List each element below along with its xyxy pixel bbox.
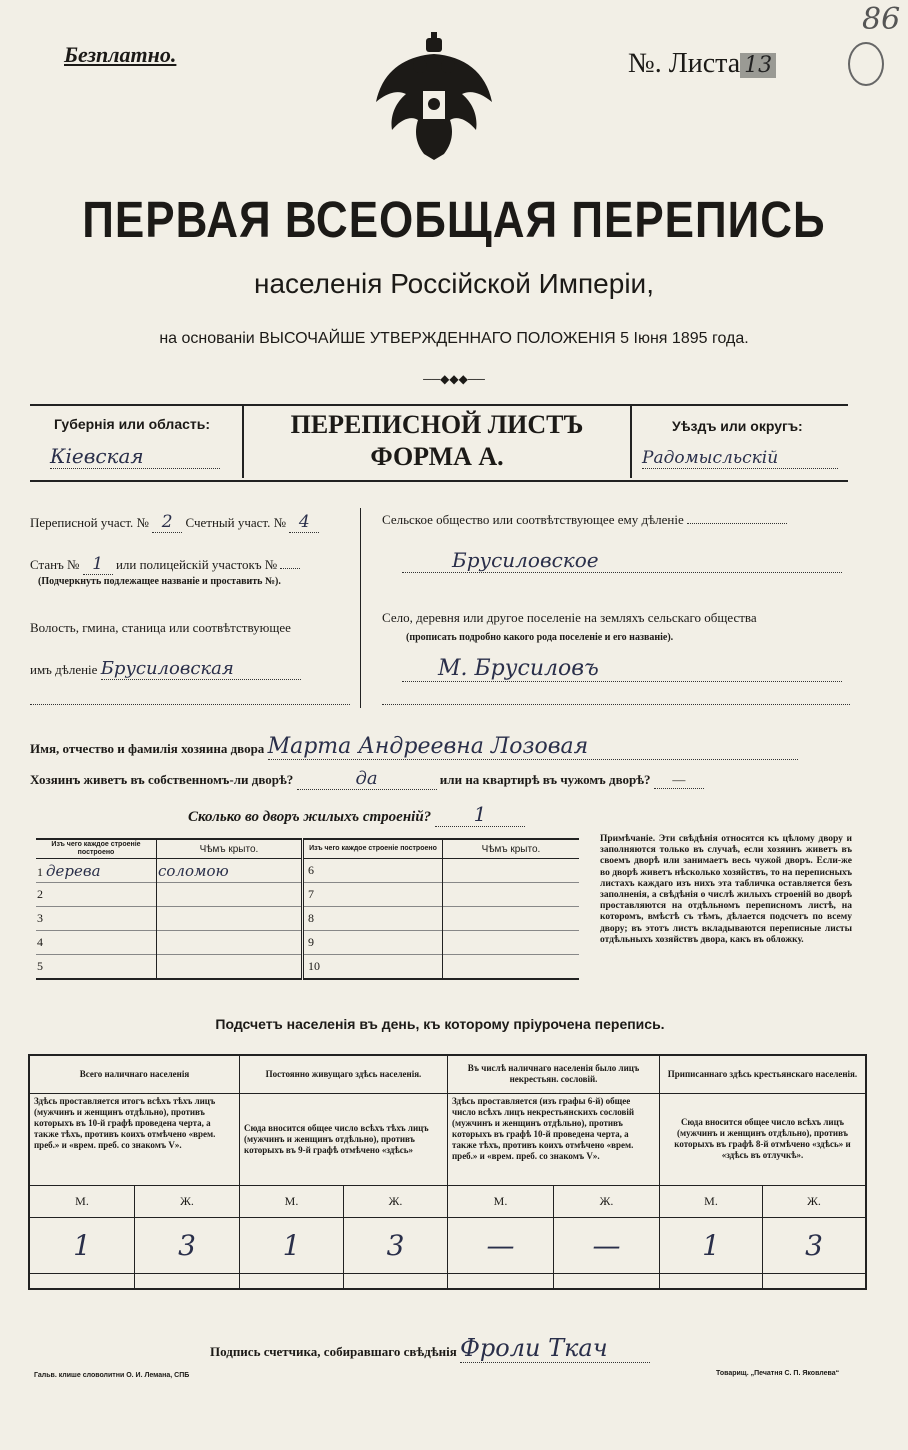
village-label: Село, деревня или другое поселеніе на земляхъ сельскаго общества [382, 610, 757, 625]
male-label: М. [448, 1185, 554, 1217]
owner-name-value: Марта Андреевна Лозовая [268, 734, 798, 760]
own-yard-line [30, 768, 704, 790]
male-count: 1 [660, 1217, 763, 1273]
population-col-desc: Сюда вносится общее число всѣхъ лицъ (мужчинъ и женщинъ отдѣльно), противъ которыхъ въ графѣ 8-й отмѣчено «здѣсь» и «здѣсь въ отлучкѣ». [674, 1117, 851, 1160]
society-line [382, 512, 787, 528]
roof-header-right: Чѣмъ крыто. [481, 843, 541, 855]
signature-line [210, 1334, 650, 1363]
population-col-title: Всего наличнаго населенія [29, 1055, 240, 1093]
eagle-emblem-icon [374, 32, 494, 164]
female-label: Ж. [344, 1185, 448, 1217]
female-label: Ж. [807, 1193, 821, 1208]
sheet-number-label: №. Листа [628, 48, 741, 79]
society-value: Брусиловское [402, 548, 842, 573]
building-row [36, 859, 579, 883]
village-value: М. Брусиловъ [402, 656, 842, 682]
building-row [36, 931, 579, 955]
row-number: 3 [36, 907, 157, 931]
female-label: Ж. [554, 1185, 660, 1217]
form-title: ПЕРЕПИСНОЙ ЛИСТЪ [290, 410, 584, 439]
row-number: 1 [37, 864, 43, 879]
female-count: 3 [344, 1217, 448, 1273]
district-box [630, 404, 850, 478]
population-col-desc: Сюда вносится общее число всѣхъ тѣхъ лицъ (мужчинъ и женщинъ отдѣльно), противъ которыхъ въ 9-й графѣ отмѣчено «здѣсь» [240, 1093, 448, 1185]
signature-label: Подпись счетчика, собиравшаго свѣдѣнія [210, 1344, 457, 1359]
counting-area-value: 4 [289, 512, 319, 533]
building-row [36, 907, 579, 931]
stan-value: 1 [83, 554, 113, 575]
society-label: Сельское общество или соотвѣтствующее ему дѣленіе [382, 512, 684, 527]
population-table [28, 1054, 867, 1290]
building-material: дерева [46, 861, 101, 880]
male-label: М. [29, 1185, 135, 1217]
population-col-title: Приписаннаго здѣсь крестьянскаго населенія. [667, 1068, 858, 1079]
row-number: 9 [303, 931, 443, 955]
female-count: 3 [135, 1217, 240, 1273]
printer-right: Товарищ. „Печатня С. П. Яковлева“ [716, 1370, 840, 1377]
stan-label: Станъ № [30, 557, 80, 572]
volost-line [30, 658, 301, 680]
note-block: Примѣчаніе. Эти свѣдѣнія относятся къ цѣлому двору и заполняются только въ случаѣ, если хозяинъ живетъ въ своемъ дворѣ или занимаетъ весь чужой дворъ. Если-же во дворѣ живетъ нѣсколько хозяйствъ, то на переписныхъ листахъ каждаго изъ нихъ эта табличка оставляется безъ заполненія, а свѣдѣнія о числѣ жилыхъ строеній во дворѣ проставляются на отдѣльномъ переписномъ листѣ, на которомъ, вмѣстѣ съ тѣмъ, дѣлается подсчетъ по всему двору; въ этотъ листъ вкладываются переписные листы отдѣльныхъ хозяйствъ двора, какъ въ обложку. [600, 834, 852, 945]
left-info-block [30, 508, 361, 708]
building-row [36, 955, 579, 979]
province-box [30, 404, 244, 478]
village-note: (прописать подробно какого рода поселеніе и его названіе). [406, 632, 674, 643]
row-number: 10 [303, 955, 443, 979]
owner-name-line [30, 734, 798, 760]
row-number: 7 [303, 883, 443, 907]
rented-label: или на квартирѣ въ чужомъ дворѣ? [439, 772, 651, 787]
buildings-count-line [188, 802, 525, 827]
row-number: 4 [36, 931, 157, 955]
male-count: — [448, 1217, 554, 1273]
material-header-right: Изъ чего каждое строеніе построено [303, 839, 443, 859]
female-count: 3 [805, 1228, 823, 1262]
province-value: Кіевская [50, 444, 220, 469]
population-col-desc: Здѣсь проставляется (изъ графы 6-й) общее число всѣхъ лицъ некрестьянскихъ сословій (мужчинъ и женщинъ отдѣльно), противъ которыхъ въ графѣ 10-й проведена черта, а также тѣхъ, противъ коихъ отмѣчено «врем. преб.» и «врем. преб. со знакомъ V». [448, 1093, 660, 1185]
buildings-count-value: 1 [435, 802, 525, 827]
own-yard-label: Хозяинъ живетъ въ собственномъ-ли дворѣ? [30, 772, 294, 787]
stan-note: (Подчеркнуть подлежащее названіе и проставить №). [38, 576, 281, 587]
owner-name-label: Имя, отчество и фамилія хозяина двора [30, 741, 265, 756]
signature-value: Фроли Ткач [460, 1334, 650, 1363]
buildings-table [36, 838, 579, 980]
volost-label-2: имъ дѣленіе [30, 662, 98, 677]
sheet-number [628, 48, 776, 80]
male-count: 1 [29, 1217, 135, 1273]
material-header-left: Изъ чего каждое строеніе построено [36, 839, 157, 859]
population-heading: Подсчетъ населенія въ день, къ которому пріурочена перепись. [215, 1016, 665, 1032]
population-col-desc: Здѣсь проставляется итогъ всѣхъ тѣхъ лицъ (мужчинъ и женщинъ отдѣльно), противъ которыхъ въ 10-й графѣ проведена черта, а также тѣхъ, противъ коихъ отмѣчено «врем. преб.» и «врем. преб. со знакомъ V». [29, 1093, 240, 1185]
page-title: ПЕРВАЯ ВСЕОБЩАЯ ПЕРЕПИСЬ [82, 192, 826, 249]
population-col-title: Въ числѣ наличнаго населенія было лицъ некрестьян. сословій. [448, 1055, 660, 1093]
volost-value: Брусиловская [101, 658, 301, 680]
male-count: 1 [240, 1217, 344, 1273]
printer-left: Гальв. клише словолитни О. И. Лемана, СПБ [34, 1372, 190, 1379]
row-number: 2 [36, 883, 157, 907]
row-number: 6 [303, 859, 443, 883]
page-subtitle: населенія Россійской Имперіи, [254, 268, 654, 299]
female-count: — [554, 1217, 660, 1273]
buildings-count-label: Сколько во дворъ жилыхъ строеній? [188, 809, 432, 825]
census-area-label: Переписной участ. № [30, 515, 149, 530]
volost-label: Волость, гмина, станица или соотвѣтствующее [30, 620, 291, 635]
census-area-value: 2 [152, 512, 182, 533]
form-letter: ФОРМА А. [370, 442, 504, 471]
ornament-divider: ──◆◆◆── [423, 372, 485, 386]
building-roof: соломою [157, 859, 303, 883]
corner-mark: 86 [862, 2, 901, 37]
roof-header-left: Чѣмъ крыто. [157, 839, 303, 859]
population-col-title: Постоянно живущаго здѣсь населенія. [240, 1055, 448, 1093]
row-number: 8 [303, 907, 443, 931]
province-label: Губернія или область: [54, 416, 211, 432]
stan-line [30, 554, 300, 575]
district-label: Уѣздъ или округъ: [672, 418, 803, 434]
census-area-line [30, 512, 319, 533]
basis-line: на основаніи ВЫСОЧАЙШЕ УТВЕРЖДЕННАГО ПОЛОЖЕНІЯ 5 Іюня 1895 года. [159, 330, 749, 347]
sheet-number-value: 13 [740, 53, 776, 78]
corner-mark-circle [848, 42, 884, 86]
rented-value: — [654, 772, 704, 789]
building-row [36, 883, 579, 907]
district-value: Радомысльскій [642, 448, 838, 469]
police-label: или полицейскій участокъ № [115, 557, 278, 572]
free-label: Безплатно. [64, 42, 177, 67]
male-label: М. [240, 1185, 344, 1217]
female-label: Ж. [135, 1185, 240, 1217]
right-info-block [382, 508, 850, 708]
row-number: 5 [36, 955, 157, 979]
male-label: М. [660, 1185, 763, 1217]
counting-area-label: Счетный участ. № [185, 515, 287, 530]
own-yard-value: да [297, 768, 437, 790]
